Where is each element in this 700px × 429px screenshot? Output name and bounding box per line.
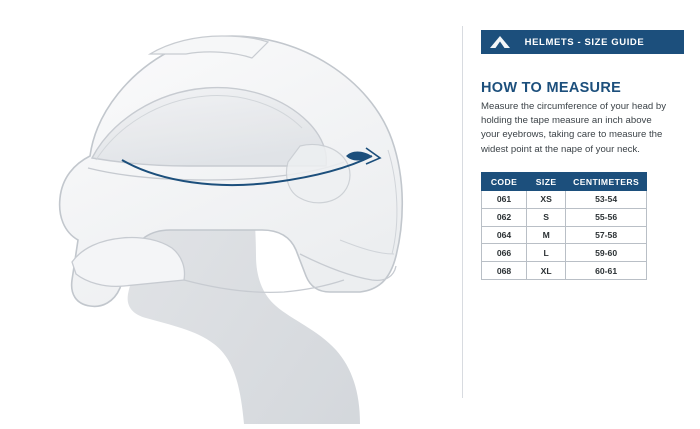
cell-code: 068 [482, 262, 527, 280]
cell-size: L [527, 244, 566, 262]
table-row [482, 226, 647, 244]
table-row [482, 191, 647, 209]
table-row [482, 262, 647, 280]
cell-size: S [527, 208, 566, 226]
cell-size: M [527, 226, 566, 244]
size-guide-panel [462, 0, 700, 424]
table-row [482, 244, 647, 262]
panel-header [481, 30, 684, 54]
cell-centimeters: 53-54 [566, 191, 647, 209]
cell-code: 066 [482, 244, 527, 262]
cell-centimeters: 60-61 [566, 262, 647, 280]
table-header-size: SIZE [527, 173, 566, 191]
how-to-measure-body: Measure the circumference of your head by holding the tape measure an inch above your eyebrows, taking care to measure the widest point at the nape of your neck. [481, 101, 667, 155]
cell-code: 064 [482, 226, 527, 244]
how-to-measure-title: HOW TO MEASURE [481, 80, 622, 96]
panel-divider [462, 26, 463, 398]
cell-code: 062 [482, 208, 527, 226]
cell-centimeters: 55-56 [566, 208, 647, 226]
cell-centimeters: 59-60 [566, 244, 647, 262]
table-row [482, 208, 647, 226]
cell-code: 061 [482, 191, 527, 209]
cell-size: XL [527, 262, 566, 280]
chevron-brand-mark-icon [489, 35, 511, 49]
table-header-centimeters: CENTIMETERS [566, 173, 647, 191]
table-header-row [482, 173, 647, 191]
panel-header-title: HELMETS - SIZE GUIDE [524, 36, 645, 48]
table-header-code: CODE [482, 173, 527, 191]
size-table [481, 172, 647, 280]
cell-size: XS [527, 191, 566, 209]
cell-centimeters: 57-58 [566, 226, 647, 244]
